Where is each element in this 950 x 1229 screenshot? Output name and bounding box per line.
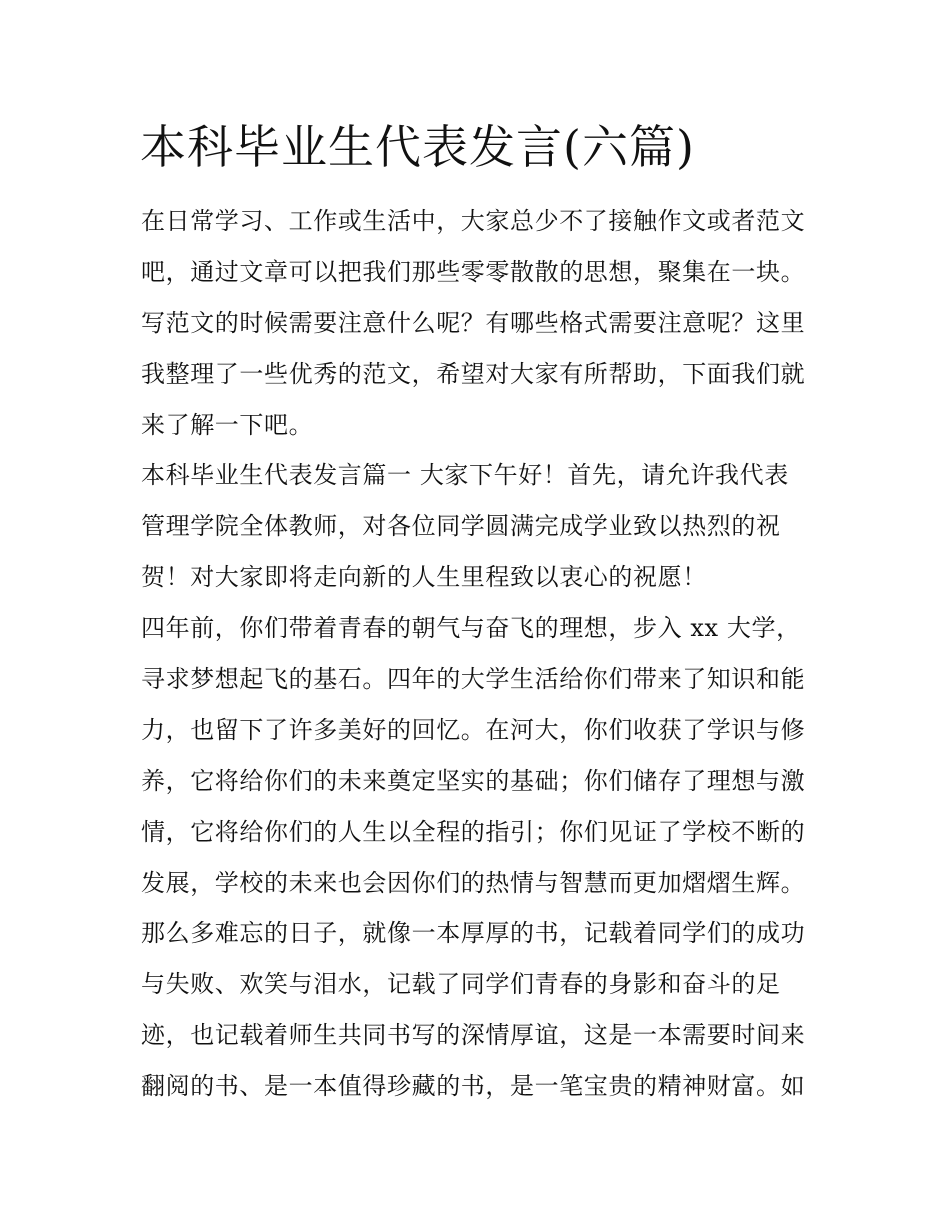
text-line: 与失败、欢笑与泪水，记载了同学们青春的身影和奋斗的足 <box>141 970 781 999</box>
text-line: 写范文的时候需要注意什么呢？有哪些格式需要注意呢？这里 <box>141 308 806 337</box>
text-line: 翻阅的书、是一本值得珍藏的书，是一笔宝贵的精神财富。如 <box>141 1072 806 1101</box>
text-line: 我整理了一些优秀的范文，希望对大家有所帮助，下面我们就 <box>141 359 806 388</box>
text-line: 贺！对大家即将走向新的人生里程致以衷心的祝愿！ <box>141 563 707 592</box>
text-line: 那么多难忘的日子，就像一本厚厚的书，记载着同学们的成功 <box>141 919 806 948</box>
text-line: 在日常学习、工作或生活中，大家总少不了接触作文或者范文 <box>141 207 806 235</box>
text-line: 本科毕业生代表发言篇一 大家下午好！首先，请允许我代表 <box>141 461 789 490</box>
text-line: 来了解一下吧。 <box>141 410 314 439</box>
text-line: 力，也留下了许多美好的回忆。在河大，你们收获了学识与修 <box>141 715 806 744</box>
text-line: 迹，也记载着师生共同书写的深情厚谊，这是一本需要时间来 <box>141 1021 806 1050</box>
text-line: 情，它将给你们的人生以全程的指引；你们见证了学校不断的 <box>141 817 806 846</box>
text-line: 吧，通过文章可以把我们那些零零散散的思想，聚集在一块。 <box>141 257 806 286</box>
document-body <box>141 196 821 1112</box>
text-line: 管理学院全体教师，对各位同学圆满完成学业致以热烈的祝 <box>141 512 781 541</box>
text-line: 发展，学校的未来也会因你们的热情与智慧而更加熠熠生辉。 <box>141 868 806 897</box>
text-line: 四年前，你们带着青春的朝气与奋飞的理想，步入 xx 大学， <box>141 614 801 643</box>
text-line: 养，它将给你们的未来奠定坚实的基础；你们储存了理想与激 <box>141 766 806 795</box>
text-line: 寻求梦想起飞的基石。四年的大学生活给你们带来了知识和能 <box>141 665 806 694</box>
document-title: 本科毕业生代表发言(六篇) <box>140 120 695 174</box>
